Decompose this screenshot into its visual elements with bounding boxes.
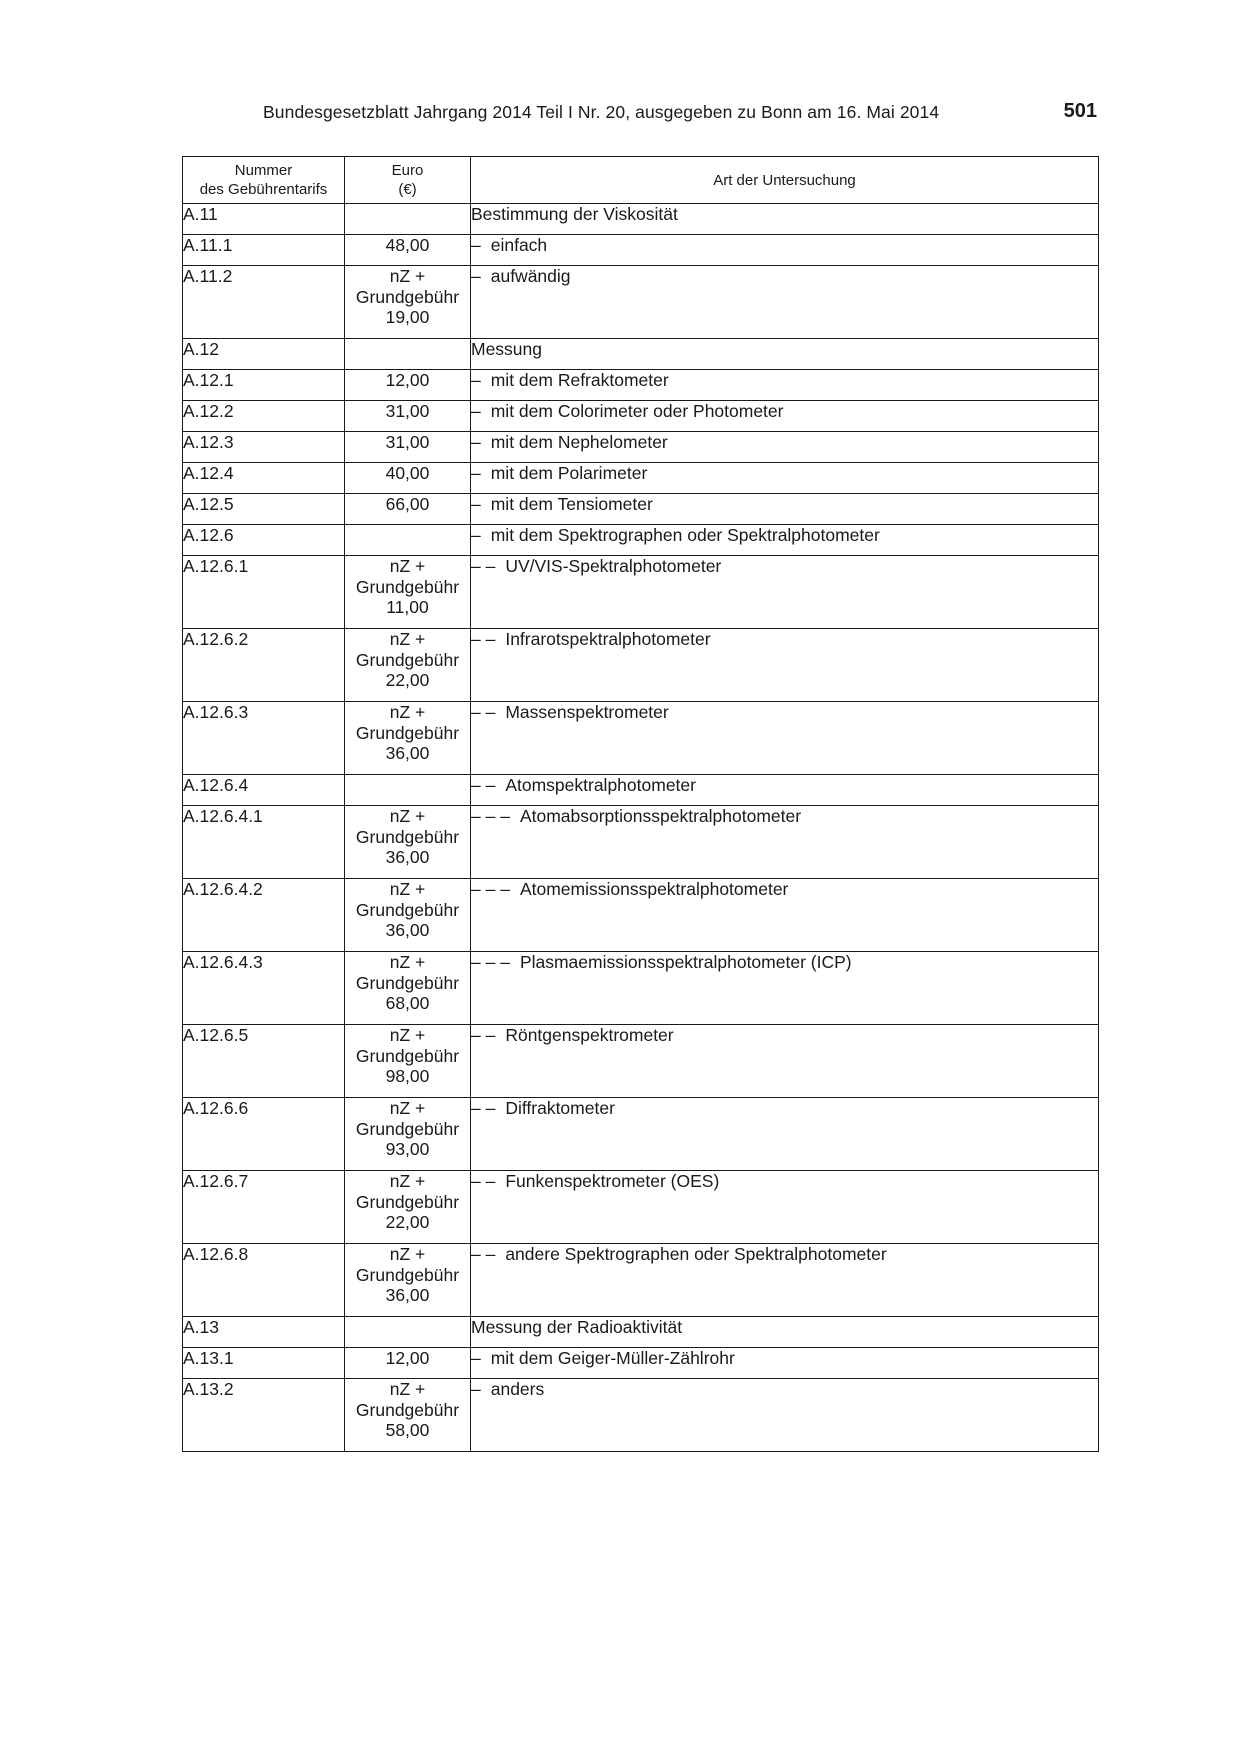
examination-type-text: mit dem Geiger-Müller-Zählrohr [490,1348,735,1368]
table-row [183,432,1099,463]
indent-dash: – [471,525,481,545]
fee-number-cell: A.12.6.4.3 [183,952,345,1025]
examination-type-cell [471,432,1099,463]
examination-type-cell [471,1348,1099,1379]
fee-number-cell: A.12.6.4 [183,775,345,806]
fee-amount-cell [345,952,471,1025]
indent-dash: – [471,401,481,421]
fee-number-cell: A.12.4 [183,463,345,494]
examination-type-text: mit dem Refraktometer [490,370,669,390]
fee-number-cell: A.12.6.2 [183,629,345,702]
table-body [183,204,1099,1452]
fee-amount-line: 48,00 [385,235,430,255]
column-header-art: Art der Untersuchung [471,157,1099,204]
fee-number-cell: A.12.6.3 [183,702,345,775]
examination-type-text: Diffraktometer [505,1098,615,1118]
fee-amount-line: 93,00 [385,1139,430,1159]
column-header-euro [345,157,471,204]
table-row [183,235,1099,266]
examination-type-cell [471,806,1099,879]
fee-amount-line: 36,00 [385,847,430,867]
fee-amount-line: Grundgebühr [355,1118,460,1139]
fee-amount-line: 66,00 [385,494,430,514]
examination-type-text: Massenspektrometer [505,702,669,722]
indent-dash: – [471,235,481,255]
table-row [183,370,1099,401]
examination-type-text: mit dem Polarimeter [490,463,648,483]
column-header-nummer-line2: des Gebührentarifs [199,181,328,198]
fee-number-cell: A.11.2 [183,266,345,339]
fee-amount-cell [345,204,471,235]
fee-amount-line: Grundgebühr [355,286,460,307]
fee-amount-line: 36,00 [385,1285,430,1305]
indent-dash: – – – [471,879,510,899]
fee-amount-line: Grundgebühr [355,972,460,993]
fee-amount-line: nZ + [389,629,426,649]
fee-amount-line: nZ + [389,879,426,899]
fee-amount-cell [345,235,471,266]
column-header-nummer [183,157,345,204]
table-row [183,775,1099,806]
fee-amount-line: Grundgebühr [355,899,460,920]
fee-amount-line: Grundgebühr [355,722,460,743]
fee-amount-cell [345,1317,471,1348]
examination-type-cell [471,556,1099,629]
fee-amount-line: nZ + [389,1098,426,1118]
fee-amount-line: Grundgebühr [355,576,460,597]
indent-dash: – [471,432,481,452]
fee-amount-line: nZ + [389,702,426,722]
fee-amount-cell [345,775,471,806]
fee-amount-line: Grundgebühr [355,1399,460,1420]
indent-dash: – [471,463,481,483]
table-header-row [183,157,1099,204]
examination-type-cell [471,266,1099,339]
indent-dash: – [471,1379,481,1399]
indent-dash: – [471,494,481,514]
examination-type-cell [471,235,1099,266]
fee-number-cell: A.12.6.1 [183,556,345,629]
indent-dash: – – [471,1098,496,1118]
column-header-nummer-line1: Nummer [234,162,293,179]
examination-type-text: Messung der Radioaktivität [471,1317,683,1337]
fee-amount-cell [345,879,471,952]
examination-type-text: Infrarotspektralphotometer [505,629,711,649]
fee-number-cell: A.13.1 [183,1348,345,1379]
fee-amount-cell [345,266,471,339]
fee-amount-line: 31,00 [385,401,430,421]
fee-amount-line: 11,00 [386,597,429,617]
fee-number-cell: A.12.2 [183,401,345,432]
fee-amount-cell [345,806,471,879]
examination-type-cell [471,775,1099,806]
indent-dash: – – [471,1171,496,1191]
indent-dash: – – [471,1025,496,1045]
fee-amount-line: Grundgebühr [355,826,460,847]
fee-amount-cell [345,494,471,525]
examination-type-text: aufwändig [490,266,571,286]
table-row [183,463,1099,494]
table-row [183,339,1099,370]
indent-dash: – [471,1348,481,1368]
indent-dash: – – – [471,952,510,972]
fee-amount-line: nZ + [389,952,426,972]
fee-amount-cell [345,1379,471,1452]
indent-dash: – [471,266,481,286]
fee-number-cell: A.12.3 [183,432,345,463]
fee-number-cell: A.13.2 [183,1379,345,1452]
fee-amount-line: nZ + [389,1244,426,1264]
fee-amount-cell [345,370,471,401]
indent-dash: – – – [471,806,510,826]
table-row [183,806,1099,879]
examination-type-cell [471,494,1099,525]
examination-type-text: Atomemissionsspektralphotometer [519,879,789,899]
fee-amount-cell [345,629,471,702]
fee-amount-cell [345,702,471,775]
examination-type-text: mit dem Tensiometer [490,494,653,514]
examination-type-cell [471,370,1099,401]
column-header-euro-line1: Euro [391,162,424,179]
examination-type-cell [471,1244,1099,1317]
examination-type-cell [471,463,1099,494]
fee-amount-cell [345,339,471,370]
indent-dash: – – [471,702,496,722]
fee-number-cell: A.12 [183,339,345,370]
table-row [183,204,1099,235]
examination-type-text: UV/VIS-Spektralphotometer [505,556,722,576]
fee-number-cell: A.12.6.4.2 [183,879,345,952]
table-row [183,629,1099,702]
fee-amount-line: 36,00 [385,920,430,940]
fee-amount-line: Grundgebühr [355,1045,460,1066]
fee-amount-cell [345,556,471,629]
fee-amount-line: nZ + [389,1025,426,1045]
fee-amount-line: 12,00 [385,1348,430,1368]
examination-type-cell [471,1171,1099,1244]
fee-number-cell: A.12.6.7 [183,1171,345,1244]
fee-amount-line: Grundgebühr [355,649,460,670]
fee-number-cell: A.11.1 [183,235,345,266]
table-row [183,1098,1099,1171]
examination-type-cell [471,629,1099,702]
fee-amount-cell [345,463,471,494]
examination-type-cell [471,1379,1099,1452]
table-row [183,702,1099,775]
table-row [183,1317,1099,1348]
fee-amount-line: 58,00 [385,1420,430,1440]
gazette-title: Bundesgesetzblatt Jahrgang 2014 Teil I Nr. 20, ausgegeben zu Bonn am 16. Mai 2014 [263,102,940,122]
fee-amount-line: 98,00 [385,1066,430,1086]
table-row [183,879,1099,952]
indent-dash: – – [471,556,496,576]
fee-amount-cell [345,1244,471,1317]
fee-number-cell: A.12.5 [183,494,345,525]
indent-dash: – – [471,1244,496,1264]
fee-amount-cell [345,1098,471,1171]
examination-type-text: Funkenspektrometer (OES) [505,1171,720,1191]
fee-number-cell: A.12.1 [183,370,345,401]
page-header [263,100,1097,128]
fee-number-cell: A.12.6.4.1 [183,806,345,879]
examination-type-cell [471,952,1099,1025]
fee-number-cell: A.12.6.5 [183,1025,345,1098]
table-row [183,952,1099,1025]
examination-type-text: Plasmaemissionsspektralphotometer (ICP) [519,952,852,972]
indent-dash: – – [471,775,496,795]
examination-type-cell [471,1098,1099,1171]
column-header-euro-line2: (€) [398,181,417,198]
examination-type-cell [471,204,1099,235]
examination-type-cell [471,525,1099,556]
table-row [183,1244,1099,1317]
examination-type-text: mit dem Colorimeter oder Photometer [490,401,784,421]
fee-amount-line: nZ + [389,556,426,576]
fee-number-cell: A.12.6 [183,525,345,556]
examination-type-cell [471,879,1099,952]
table-row [183,494,1099,525]
examination-type-cell [471,1025,1099,1098]
fee-number-cell: A.11 [183,204,345,235]
fee-amount-cell [345,1171,471,1244]
fee-number-cell: A.12.6.6 [183,1098,345,1171]
table-row [183,1025,1099,1098]
fee-amount-line: 22,00 [385,1212,430,1232]
fee-amount-line: Grundgebühr [355,1264,460,1285]
examination-type-cell [471,1317,1099,1348]
examination-type-text: anders [490,1379,545,1399]
fee-amount-line: 36,00 [385,743,430,763]
examination-type-text: mit dem Spektrographen oder Spektralphotometer [490,525,880,545]
fee-amount-cell [345,432,471,463]
fee-amount-cell [345,401,471,432]
fee-amount-cell [345,525,471,556]
fee-amount-line: Grundgebühr [355,1191,460,1212]
fee-amount-line: 22,00 [385,670,430,690]
examination-type-cell [471,339,1099,370]
fee-amount-line: 31,00 [385,432,430,452]
examination-type-text: Bestimmung der Viskosität [471,204,678,224]
fee-amount-line: nZ + [389,806,426,826]
table-row [183,266,1099,339]
examination-type-text: andere Spektrographen oder Spektralphotometer [505,1244,887,1264]
table-row [183,1171,1099,1244]
examination-type-text: mit dem Nephelometer [490,432,668,452]
table-row [183,525,1099,556]
fee-number-cell: A.13 [183,1317,345,1348]
fee-amount-line: 68,00 [385,993,430,1013]
examination-type-text: Messung [471,339,543,359]
fee-table [182,156,1099,1452]
fee-amount-line: 40,00 [385,463,430,483]
table-row [183,1348,1099,1379]
examination-type-text: einfach [490,235,548,255]
examination-type-cell [471,401,1099,432]
fee-amount-line: 12,00 [385,370,430,390]
indent-dash: – – [471,629,496,649]
table-row [183,401,1099,432]
examination-type-text: Atomabsorptionsspektralphotometer [519,806,802,826]
page-number: 501 [1063,100,1097,122]
indent-dash: – [471,370,481,390]
examination-type-text: Röntgenspektrometer [505,1025,674,1045]
fee-amount-line: 19,00 [385,307,430,327]
examination-type-text: Atomspektralphotometer [505,775,696,795]
fee-amount-line: nZ + [389,1171,426,1191]
examination-type-cell [471,702,1099,775]
table-row [183,1379,1099,1452]
fee-number-cell: A.12.6.8 [183,1244,345,1317]
fee-amount-line: nZ + [389,1379,426,1399]
fee-amount-cell [345,1025,471,1098]
fee-amount-line: nZ + [389,266,426,286]
table-row [183,556,1099,629]
fee-amount-cell [345,1348,471,1379]
